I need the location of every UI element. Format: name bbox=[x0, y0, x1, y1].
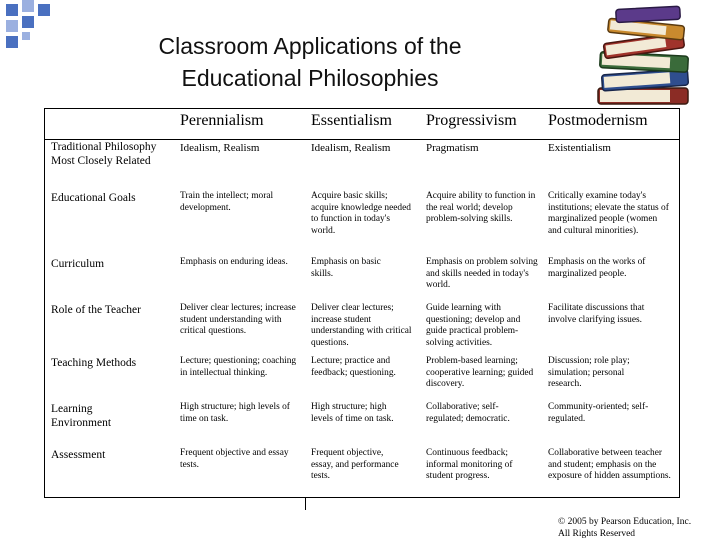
table-cell: Train the intellect; moral development. bbox=[180, 191, 274, 213]
checker-square-decoration bbox=[22, 0, 34, 12]
table-cell: Critically examine today's institutions; elevate the status of marginalized people (women and cultural minorities). bbox=[548, 191, 669, 236]
row-label-goals: Educational Goals bbox=[51, 192, 136, 204]
books-stack-icon bbox=[590, 2, 700, 112]
title-line-2: Educational Philosophies bbox=[181, 65, 439, 91]
table-cell: High structure; high levels of time on task. bbox=[311, 402, 394, 424]
table-cell: Guide learning with questioning; develop and guide practical problem-solving activities. bbox=[426, 303, 521, 348]
copyright-line-2: All Rights Reserved bbox=[558, 529, 636, 539]
table-cell: Acquire basic skills; acquire knowledge needed to function in today's world. bbox=[311, 191, 411, 236]
copyright-notice bbox=[558, 516, 691, 540]
table-cell: High structure; high levels of time on task. bbox=[180, 402, 290, 424]
philosophies-table bbox=[44, 108, 680, 498]
table-cell: Collaborative between teacher and student; emphasis on the exposure of hidden assumptions. bbox=[548, 448, 671, 481]
checker-square-decoration bbox=[6, 36, 18, 48]
table-cell: Existentialism bbox=[548, 142, 611, 154]
header-progressivism: Progressivism bbox=[426, 112, 517, 129]
copyright-line-1: © 2005 by Pearson Education, Inc. bbox=[558, 517, 692, 527]
row-label-assessment: Assessment bbox=[51, 449, 106, 461]
table-cell: Emphasis on the works of marginalized people. bbox=[548, 257, 646, 279]
table-cell: Frequent objective, essay, and performance tests. bbox=[311, 448, 399, 481]
table-cell: Deliver clear lectures; increase student understanding with critical questions. bbox=[180, 303, 296, 336]
table-cell: Lecture; practice and feedback; questioning. bbox=[311, 356, 396, 378]
checker-square-decoration bbox=[38, 4, 50, 16]
table-cell: Acquire ability to function in the real world; develop problem-solving skills. bbox=[426, 191, 536, 224]
table-cell: Community-oriented; self-regulated. bbox=[548, 402, 649, 424]
table-cell: Idealism, Realism bbox=[180, 142, 260, 154]
row-label-teacher-role: Role of the Teacher bbox=[51, 304, 141, 316]
table-cell: Emphasis on enduring ideas. bbox=[180, 257, 288, 267]
slide-title bbox=[60, 30, 560, 94]
table-cell: Lecture; questioning; coaching in intellectual thinking. bbox=[180, 356, 297, 378]
table-cell: Pragmatism bbox=[426, 142, 479, 154]
table-cell: Continuous feedback; informal monitoring of student progress. bbox=[426, 448, 513, 481]
divider-line bbox=[305, 498, 306, 510]
table-cell: Emphasis on problem solving and skills needed in today's world. bbox=[426, 257, 538, 290]
table-cell: Facilitate discussions that involve clarifying issues. bbox=[548, 303, 645, 325]
table-cell: Deliver clear lectures; increase student understanding with critical questions. bbox=[311, 303, 412, 348]
row-label-philosophy: Traditional Philosophy Most Closely Related bbox=[51, 141, 157, 167]
row-label-learning-environment: Learning Environment bbox=[51, 403, 112, 429]
checker-square-decoration bbox=[22, 32, 30, 40]
header-postmodernism: Postmodernism bbox=[548, 112, 648, 129]
table-cell: Problem-based learning; cooperative learning; guided discovery. bbox=[426, 356, 534, 389]
row-label-curriculum: Curriculum bbox=[51, 258, 105, 270]
table-cell: Idealism, Realism bbox=[311, 142, 391, 154]
checker-square-decoration bbox=[22, 16, 34, 28]
header-perennialism: Perennialism bbox=[180, 112, 264, 129]
table-cell: Emphasis on basic skills. bbox=[311, 257, 381, 279]
title-line-1: Classroom Applications of the bbox=[158, 33, 462, 59]
table-cell: Collaborative; self-regulated; democratic. bbox=[426, 402, 510, 424]
header-essentialism: Essentialism bbox=[311, 112, 392, 129]
checker-square-decoration bbox=[6, 20, 18, 32]
table-cell: Frequent objective and essay tests. bbox=[180, 448, 289, 470]
table-cell: Discussion; role play; simulation; personal research. bbox=[548, 356, 630, 389]
row-label-teaching-methods: Teaching Methods bbox=[51, 357, 137, 369]
checker-square-decoration bbox=[6, 4, 18, 16]
